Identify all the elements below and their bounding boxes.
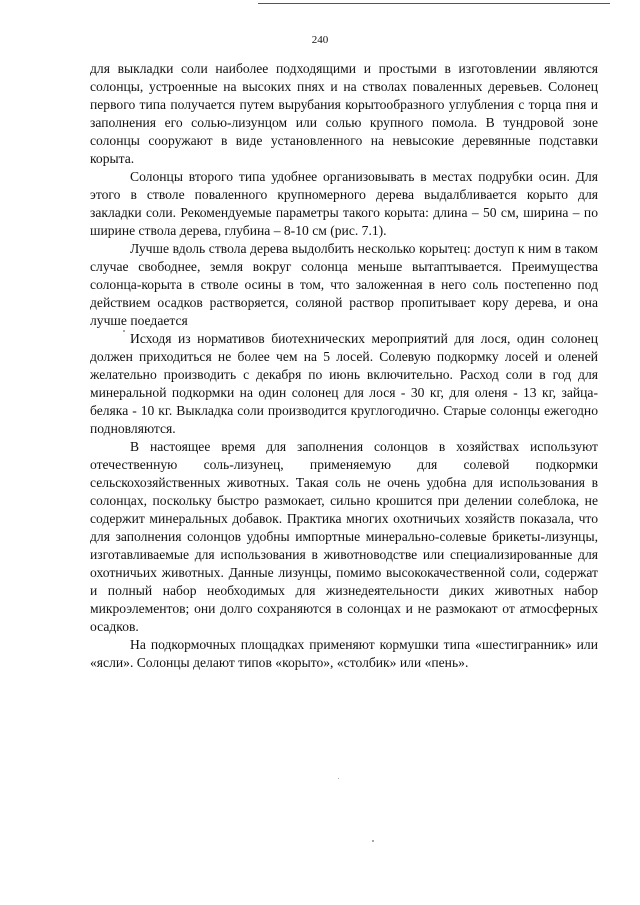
paragraph-6: На подкормочных площадках применяют кормушки типа «шестигранник» или «ясли». Солонцы делают типов «корыто», «столбик» или «пень». <box>90 637 598 670</box>
text-body <box>90 60 598 672</box>
paragraph-5: В настоящее время для заполнения солонцов в хозяйствах используют отечественную соль-лизунец, применяемую для солевой подкормки сельскохозяйственных животных. Такая соль не очень удобна для использования в солонцах, поскольку быстро размокает, сильно крошится при делении солеблока, не содержит минеральных добавок. Практика многих охотничьих хозяйств показала, что для заполнения солонцов удобны импортные минерально-солевые брикеты-лизунцы, изготавливаемые для использования в животноводстве или специализированные для охотничьих животных. Данные лизунцы, помимо высококачественной соли, содержат и полный набор необходимых для жизнедеятельности диких животных набор микроэлементов; они долго сохраняются в солонцах и не размокают от атмосферных осадков. <box>90 439 598 634</box>
top-rule <box>258 3 610 4</box>
paragraph-3: Лучше вдоль ствола дерева выдолбить несколько корытец: доступ к ним в таком случае свободнее, земля вокруг солонца меньше вытаптывается. Преимущества солонца-корыта в стволе осины в том, что заложенная в него соль постепенно под действием осадков растворяется, соляной раствор пропитывает кору дерева, и она лучше поедается <box>90 241 598 328</box>
scan-speck <box>372 840 374 842</box>
paragraph-4: Исходя из нормативов биотехнических мероприятий для лося, один солонец должен приходиться не более чем на 5 лосей. Солевую подкормку лосей и оленей желательно производить с декабря по июнь включительно. Расход соли в год для минеральной подкормки на один солонец для лося - 30 кг, для оленя - 13 кг, зайца-беляка - 10 кг. Выкладка соли производится круглогодично. Старые солонцы ежегодно подновляются. <box>90 331 598 436</box>
scan-speck <box>338 778 339 779</box>
paragraph-2: Солонцы второго типа удобнее организовывать в местах подрубки осин. Для этого в стволе поваленного крупномерного дерева выдалбливается корыто для закладки соли. Рекомендуемые параметры такого корыта: длина – 50 см, ширина – по ширине ствола дерева, глубина – 8-10 см (рис. 7.1). <box>90 169 598 238</box>
paragraph-1: для выкладки соли наиболее подходящими и простыми в изготовлении являются солонцы, устроенные на высоких пнях и на стволах поваленных деревьев. Солонец первого типа получается путем вырубания корытообразного углубления с торца пня и заполнения его солью-лизунцом или солью крупного помола. В тундровой зоне солонцы сооружают в виде установленного на невысокие деревянные подставки корыта. <box>90 61 598 166</box>
scan-speck <box>123 330 125 332</box>
page-number: 240 <box>311 34 329 46</box>
